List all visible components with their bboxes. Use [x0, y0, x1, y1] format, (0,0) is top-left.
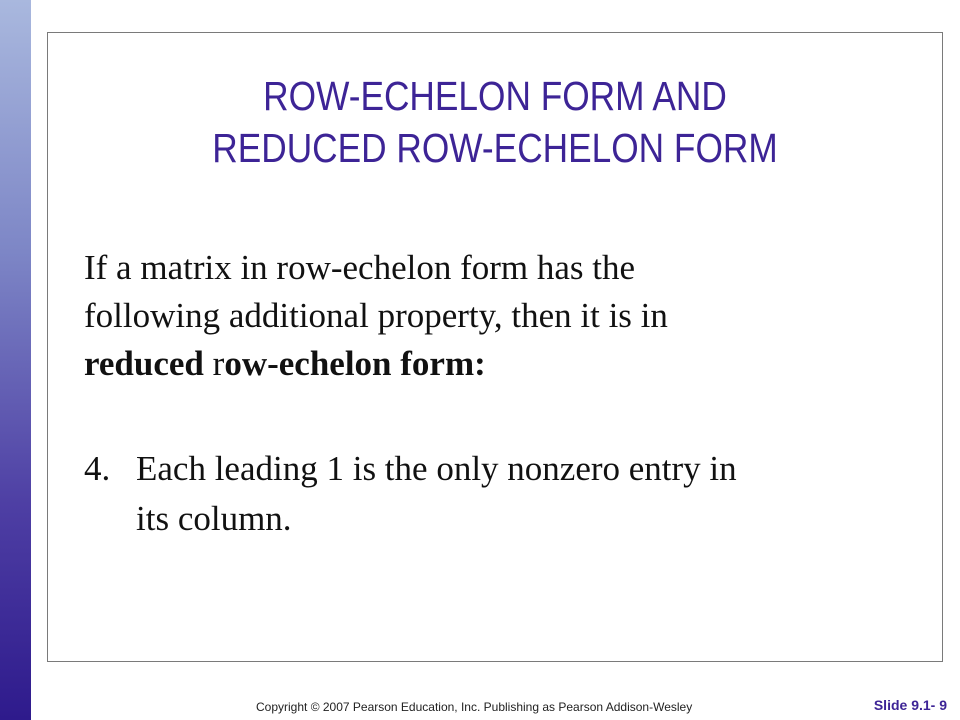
- item-number: 4.: [84, 449, 111, 488]
- term-row-echelon-form: ow-echelon form:: [224, 344, 486, 383]
- body-line-3: [84, 340, 924, 388]
- title-line-1: ROW-ECHELON FORM AND: [263, 73, 727, 119]
- side-gradient-bar: [0, 0, 31, 720]
- body-line-1: If a matrix in row-echelon form has the: [84, 248, 636, 287]
- term-r: r: [203, 344, 225, 383]
- item-line-1: Each leading 1 is the only nonzero entry in: [136, 449, 737, 488]
- title-line-2: REDUCED ROW-ECHELON FORM: [212, 125, 778, 171]
- property-item-4: [84, 444, 924, 544]
- definition-text: [84, 244, 924, 388]
- slide-footer: [0, 697, 960, 717]
- body-line-2: following additional property, then it is in: [84, 296, 668, 335]
- item-line-2: its column.: [136, 499, 292, 538]
- copyright-notice: Copyright © 2007 Pearson Education, Inc. Publishing as Pearson Addison-Wesley: [256, 700, 693, 714]
- term-reduced: reduced: [84, 344, 204, 383]
- slide-title: [110, 70, 881, 174]
- slide-number: Slide 9.1- 9: [873, 697, 947, 713]
